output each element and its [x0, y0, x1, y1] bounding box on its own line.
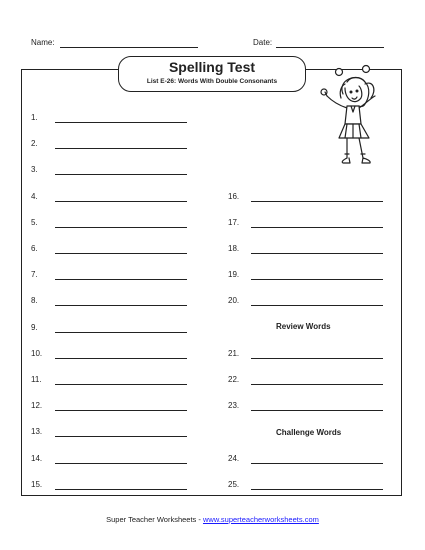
- item-number: 8.: [31, 296, 38, 305]
- answer-line[interactable]: [251, 227, 383, 228]
- answer-line[interactable]: [55, 410, 187, 411]
- item-number: 6.: [31, 244, 38, 253]
- answer-line[interactable]: [55, 305, 187, 306]
- answer-line[interactable]: [251, 201, 383, 202]
- item-number: 20.: [228, 296, 240, 305]
- item-number: 16.: [228, 192, 240, 201]
- item-number: 21.: [228, 349, 240, 358]
- item-number: 24.: [228, 454, 240, 463]
- footer-link[interactable]: www.superteacherworksheets.com: [202, 515, 319, 524]
- girl-illustration: [315, 62, 395, 177]
- review-words-heading: Review Words: [276, 322, 331, 331]
- answer-line[interactable]: [55, 253, 187, 254]
- date-line[interactable]: [276, 47, 384, 48]
- answer-line[interactable]: [55, 122, 187, 123]
- item-number: 3.: [31, 165, 38, 174]
- answer-line[interactable]: [55, 436, 187, 437]
- challenge-words-heading: Challenge Words: [276, 428, 342, 437]
- answer-line[interactable]: [55, 358, 187, 359]
- item-number: 5.: [31, 218, 38, 227]
- answer-line[interactable]: [251, 305, 383, 306]
- item-number: 10.: [31, 349, 43, 358]
- footer-text: Super Teacher Worksheets -: [106, 515, 203, 524]
- footer: [0, 515, 425, 524]
- item-number: 9.: [31, 323, 38, 332]
- item-number: 11.: [31, 375, 42, 384]
- name-line[interactable]: [60, 47, 198, 48]
- title-box: [118, 56, 306, 92]
- answer-line[interactable]: [55, 201, 187, 202]
- item-number: 17.: [228, 218, 240, 227]
- item-number: 15.: [31, 480, 43, 489]
- answer-line[interactable]: [251, 410, 383, 411]
- item-number: 23.: [228, 401, 240, 410]
- answer-line[interactable]: [55, 227, 187, 228]
- answer-line[interactable]: [55, 148, 187, 149]
- answer-line[interactable]: [55, 174, 187, 175]
- answer-line[interactable]: [251, 279, 383, 280]
- item-number: 22.: [228, 375, 240, 384]
- item-number: 25.: [228, 480, 240, 489]
- answer-line[interactable]: [55, 332, 187, 333]
- worksheet-subtitle: List E-26: Words With Double Consonants: [146, 78, 278, 85]
- item-number: 13.: [31, 427, 43, 436]
- answer-line[interactable]: [55, 279, 187, 280]
- item-number: 12.: [31, 401, 43, 410]
- item-number: 7.: [31, 270, 38, 279]
- answer-line[interactable]: [251, 489, 383, 490]
- item-number: 2.: [31, 139, 38, 148]
- item-number: 14.: [31, 454, 43, 463]
- answer-line[interactable]: [251, 384, 383, 385]
- name-label: Name:: [31, 38, 55, 47]
- item-number: 1.: [31, 113, 38, 122]
- date-label: Date:: [253, 38, 273, 47]
- answer-line[interactable]: [251, 253, 383, 254]
- answer-line[interactable]: [55, 463, 187, 464]
- item-number: 4.: [31, 192, 38, 201]
- answer-line[interactable]: [55, 489, 187, 490]
- answer-line[interactable]: [251, 463, 383, 464]
- item-number: 18.: [228, 244, 240, 253]
- worksheet-title: Spelling Test: [168, 59, 256, 75]
- answer-line[interactable]: [55, 384, 187, 385]
- item-number: 19.: [228, 270, 240, 279]
- answer-line[interactable]: [251, 358, 383, 359]
